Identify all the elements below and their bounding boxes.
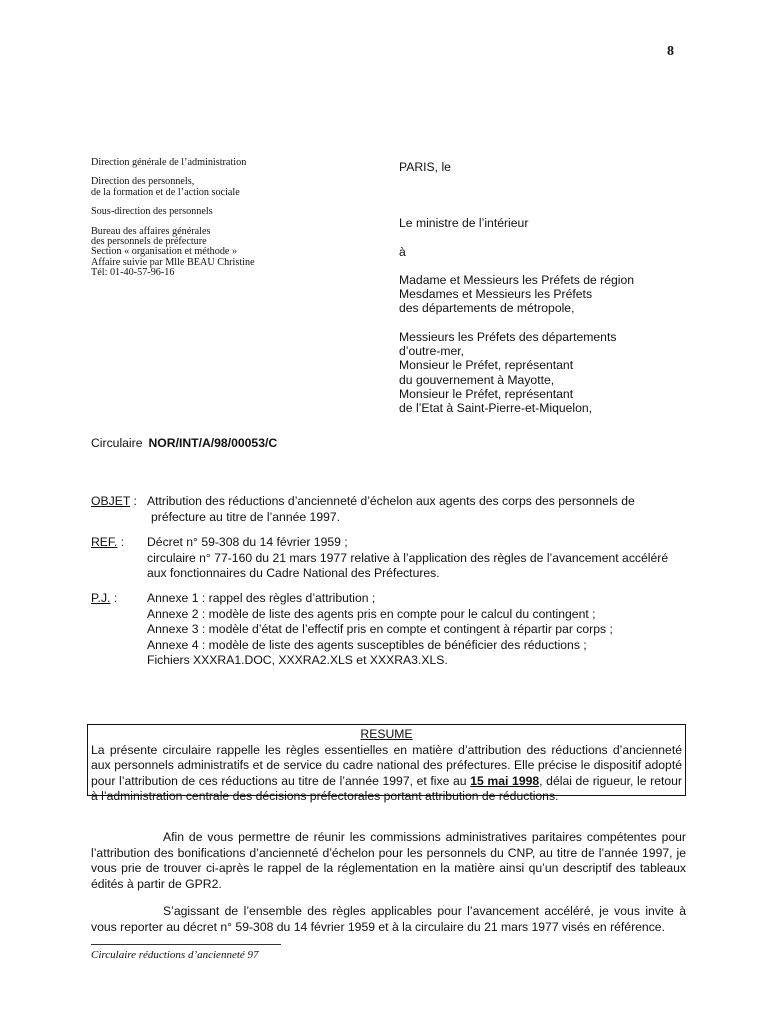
recipients-group-b: [399, 330, 729, 416]
sender-minister: Le ministre de l’intérieur: [399, 216, 529, 231]
objet-line: préfecture au titre de l’année 1997.: [151, 509, 341, 524]
sender-line: Section « organisation et méthode »: [91, 246, 238, 258]
ref-label: REF.: [91, 535, 118, 549]
resume-text: [91, 743, 682, 805]
sender-line: des personnels de préfecture: [91, 236, 207, 248]
ref-line: Décret n° 59-308 du 14 février 1959 ;: [147, 535, 348, 549]
sender-line: Direction des personnels,: [91, 176, 195, 188]
pj-line: Annexe 1 : rappel des règles d’attribution ;: [147, 591, 376, 605]
objet-label: OBJET: [91, 494, 131, 508]
page-number: 8: [667, 44, 674, 59]
footer-text: Circulaire réductions d’ancienneté 97: [91, 949, 259, 961]
sender-phone: Tél: 01-40-57-96-16: [91, 267, 175, 279]
circulaire-reference: [91, 436, 277, 450]
sender-line: Affaire suivie par Mlle BEAU Christine: [91, 256, 255, 268]
sender-personnels: [91, 177, 341, 198]
to-marker: à: [399, 244, 406, 259]
resume-text-after: , délai de rigueur, le retour à l’administration centrale des décisions préfectorales portant attribution de réductions.: [91, 773, 682, 803]
circulaire-nor: NOR/INT/A/98/00053/C: [148, 436, 278, 450]
sender-sous-direction: [91, 207, 341, 217]
pj-line: Annexe 3 : modèle d’état de l’effectif pris en compte et contingent à répartir par corps ;: [147, 622, 613, 636]
body-paragraph-2-text: S’agissant de l’ensemble des règles applicables pour l’avancement accéléré, je vous invite à vous reporter au décret n° 59-308 du 14 février 1959 et à la circulaire du 21 mars 1977 visés en référence.: [91, 904, 686, 934]
recipient-line: Madame et Messieurs les Préfets de région: [399, 272, 635, 287]
pj-sep: :: [110, 591, 118, 605]
ref-label-wrap: [91, 535, 124, 551]
objet-line: Attribution des réductions d’ancienneté d’échelon aux agents des corps des personnels de: [147, 494, 635, 508]
pj-label: P.J.: [91, 591, 111, 605]
place-date: PARIS, le: [399, 160, 451, 174]
sender-direction: [91, 158, 341, 168]
pj-line: Fichiers XXXRA1.DOC, XXXRA2.XLS et XXXRA3.XLS.: [147, 653, 448, 667]
sender-line: Sous-direction des personnels: [91, 206, 213, 218]
addressee-block: [399, 160, 729, 416]
pj-line: Annexe 4 : modèle de liste des agents susceptibles de bénéficier des réductions ;: [147, 637, 587, 652]
ref-line: aux fonctionnaires du Cadre National des Préfectures.: [147, 566, 440, 580]
objet-sep: :: [130, 494, 137, 508]
sender-line: Direction générale de l’administration: [91, 157, 247, 168]
sender-line: Bureau des affaires générales: [91, 225, 211, 237]
recipient-line: de l’Etat à Saint-Pierre-et-Miquelon,: [399, 401, 593, 416]
ref-line: circulaire n° 77-160 du 21 mars 1977 relative à l’application des règles de l’avancement accéléré: [147, 550, 669, 565]
pj-line: Annexe 2 : modèle de liste des agents pris en compte pour le calcul du contingent ;: [147, 606, 596, 621]
circulaire-label: Circulaire: [91, 436, 143, 450]
resume-title: RESUME: [360, 727, 413, 741]
recipient-line: d’outre-mer,: [399, 344, 465, 359]
resume-text-before: La présente circulaire rappelle les règles essentielles en matière d’attribution des réductions d’ancienneté aux personnels administratifs et de service du cadre national des préfectures. Elle précise le dispositif adopté pour l’attribution de ces réductions au titre de l’année 1997, et fixe au: [91, 742, 682, 788]
body-paragraph-1: [91, 830, 686, 892]
recipient-line: Monsieur le Préfet, représentant: [399, 386, 574, 401]
objet-label-wrap: [91, 494, 137, 510]
ref-sep: :: [117, 535, 125, 549]
recipient-line: du gouvernement à Mayotte,: [399, 372, 555, 387]
pj-text: [147, 591, 707, 669]
resume-box: [87, 724, 686, 803]
pj-label-wrap: [91, 591, 117, 607]
objet-text: [147, 494, 707, 525]
sender-block: [91, 158, 341, 288]
recipient-line: des départements de métropole,: [399, 301, 575, 316]
footer-rule: [91, 944, 281, 945]
body-paragraph-1-text: Afin de vous permettre de réunir les commissions administratives paritaires compétentes pour l’attribution des bonifications d’ancienneté d’échelon pour les personnels du CNP, au titre de l’année 1997, je vous prie de trouver ci-après le rappel de la réglementation en la matière ainsi qu’un descriptif des tableaux édités à partir de GPR2.: [91, 830, 686, 891]
recipient-line: Messieurs les Préfets des départements: [399, 329, 617, 344]
body-paragraph-2: [91, 904, 686, 935]
ref-text: [147, 535, 707, 582]
sender-line: de la formation et de l’action sociale: [91, 186, 240, 198]
recipients-group-a: [399, 273, 729, 316]
recipient-line: Monsieur le Préfet, représentant: [399, 358, 574, 373]
resume-deadline: 15 mai 1998: [470, 773, 540, 788]
sender-bureau: [91, 227, 341, 279]
recipient-line: Mesdames et Messieurs les Préfets: [399, 287, 593, 302]
